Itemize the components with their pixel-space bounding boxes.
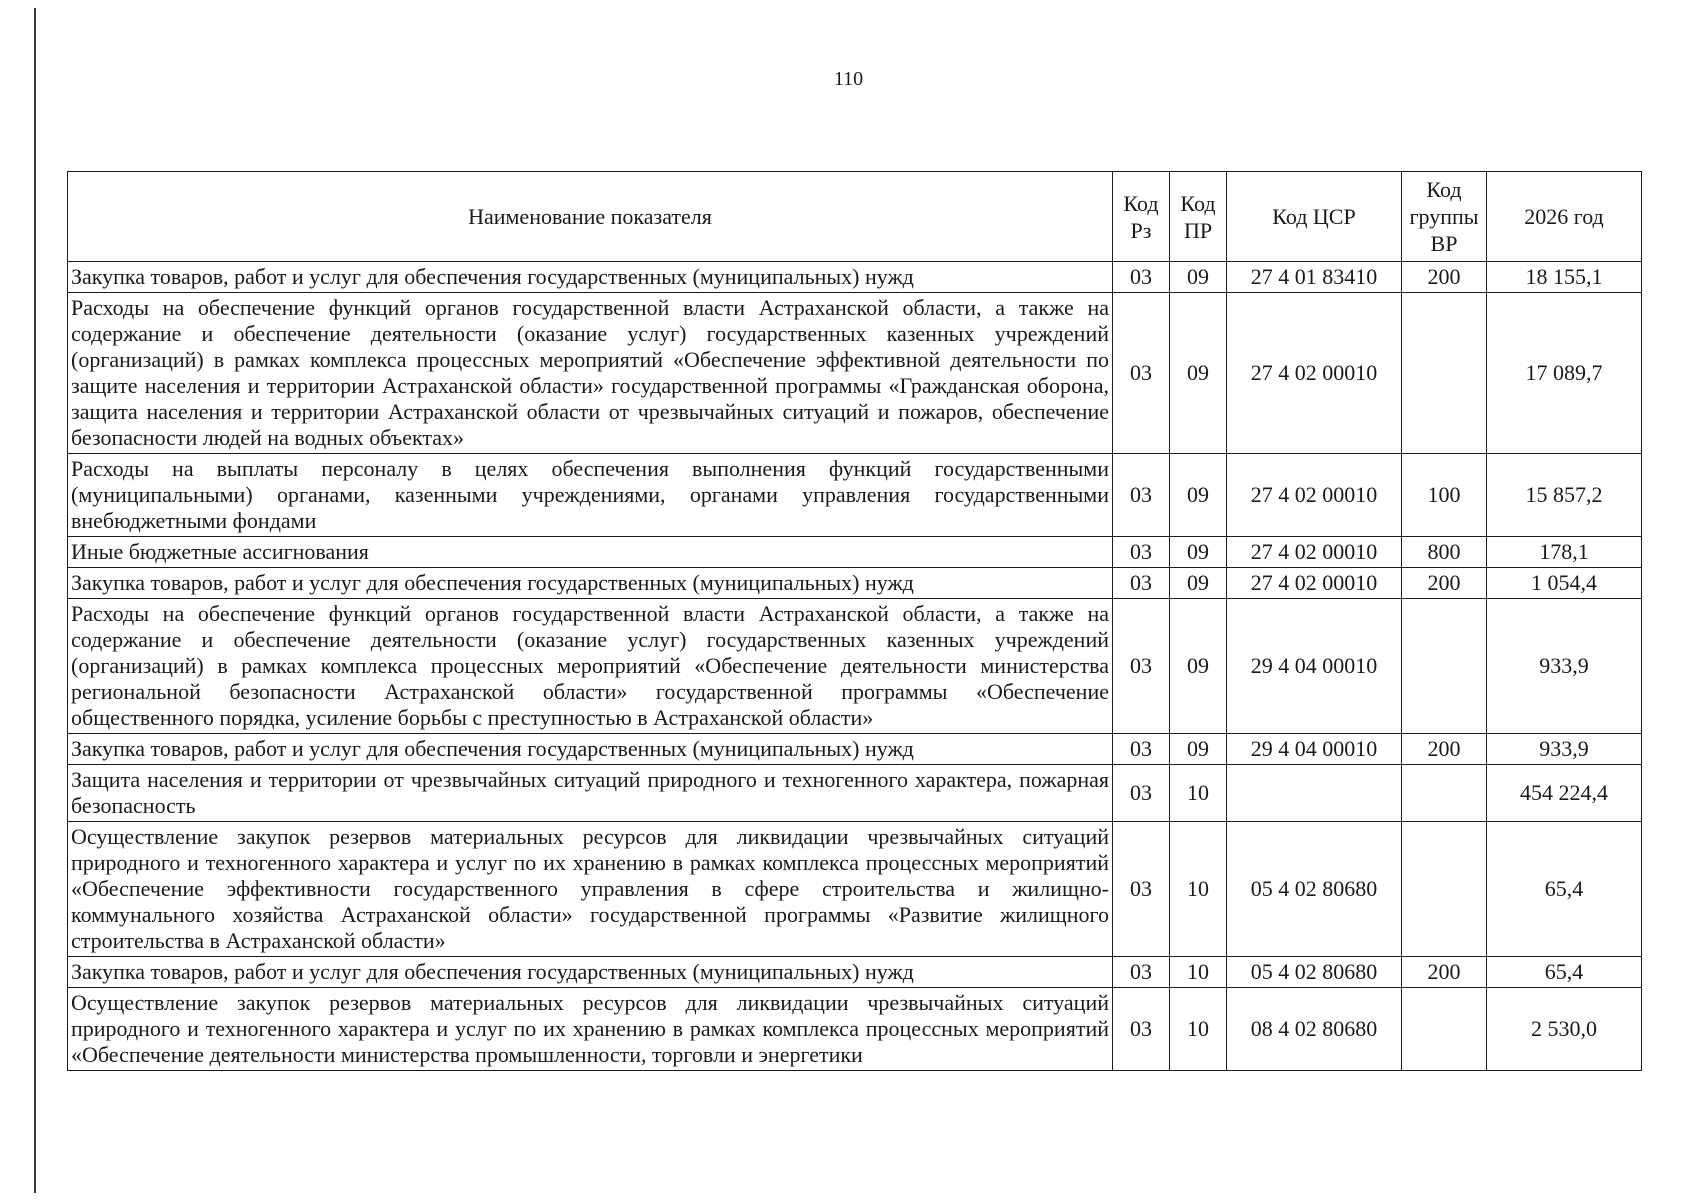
cell-name: Закупка товаров, работ и услуг для обеспечения государственных (муниципальных) нужд [68,734,1113,765]
cell-csr: 29 4 04 00010 [1227,734,1402,765]
cell-name: Закупка товаров, работ и услуг для обеспечения государственных (муниципальных) нужд [68,568,1113,599]
cell-vr [1402,822,1487,957]
table-row [68,599,1642,734]
cell-amount: 178,1 [1487,537,1642,568]
cell-vr: 100 [1402,454,1487,537]
cell-csr: 29 4 04 00010 [1227,599,1402,734]
cell-amount: 65,4 [1487,822,1642,957]
cell-pr: 10 [1170,765,1227,822]
cell-vr: 200 [1402,957,1487,988]
cell-amount: 18 155,1 [1487,262,1642,293]
table-row [68,262,1642,293]
cell-name: Осуществление закупок резервов материальных ресурсов для ликвидации чрезвычайных ситуаций природного и техногенного характера и услуг по их хранению в рамках комплекса процессных мероприятий «Обеспечение деятельности министерства промышленности, торговли и энергетики [68,988,1113,1071]
cell-name: Осуществление закупок резервов материальных ресурсов для ликвидации чрезвычайных ситуаций природного и техногенного характера и услуг по их хранению в рамках комплекса процессных мероприятий «Обеспечение эффективности государственного управления в сфере строительства и жилищно-коммунального хозяйства Астраханской области» государственной программы «Развитие жилищного строительства в Астраханской области» [68,822,1113,957]
table-row [68,454,1642,537]
cell-pr: 09 [1170,262,1227,293]
cell-vr: 200 [1402,262,1487,293]
cell-amount: 17 089,7 [1487,293,1642,454]
cell-amount: 65,4 [1487,957,1642,988]
cell-pr: 09 [1170,599,1227,734]
cell-name: Расходы на обеспечение функций органов государственной власти Астраханской области, а также на содержание и обеспечение деятельности (оказание услуг) государственных казенных учреждений (организаций) в рамках комплекса процессных мероприятий «Обеспечение эффективной деятельности по защите населения и территории Астраханской области» государственной программы «Гражданская оборона, защита населения и территории Астраханской области от чрезвычайных ситуаций и пожаров, обеспечение безопасности людей на водных объектах» [68,293,1113,454]
header-vr: Код группы ВР [1402,172,1487,262]
cell-csr: 27 4 02 00010 [1227,293,1402,454]
cell-amount: 2 530,0 [1487,988,1642,1071]
cell-rz: 03 [1113,765,1170,822]
cell-name: Расходы на обеспечение функций органов государственной власти Астраханской области, а также на содержание и обеспечение деятельности (оказание услуг) государственных казенных учреждений (организаций) в рамках комплекса процессных мероприятий «Обеспечение деятельности министерства региональной безопасности Астраханской области» государственной программы «Обеспечение общественного порядка, усиление борьбы с преступностью в Астраханской области» [68,599,1113,734]
cell-csr: 27 4 01 83410 [1227,262,1402,293]
cell-vr [1402,599,1487,734]
cell-rz: 03 [1113,293,1170,454]
table-row [68,537,1642,568]
header-rz: Код Рз [1113,172,1170,262]
cell-rz: 03 [1113,734,1170,765]
cell-vr [1402,293,1487,454]
header-pr: Код ПР [1170,172,1227,262]
cell-csr: 05 4 02 80680 [1227,957,1402,988]
cell-name: Закупка товаров, работ и услуг для обеспечения государственных (муниципальных) нужд [68,262,1113,293]
cell-csr: 27 4 02 00010 [1227,537,1402,568]
cell-csr [1227,765,1402,822]
cell-csr: 27 4 02 00010 [1227,568,1402,599]
cell-pr: 10 [1170,822,1227,957]
cell-amount: 1 054,4 [1487,568,1642,599]
table-row [68,734,1642,765]
table-header-row [68,172,1642,262]
cell-rz: 03 [1113,822,1170,957]
table-row [68,822,1642,957]
cell-rz: 03 [1113,454,1170,537]
cell-csr: 05 4 02 80680 [1227,822,1402,957]
cell-vr [1402,765,1487,822]
cell-vr: 200 [1402,568,1487,599]
cell-rz: 03 [1113,957,1170,988]
binding-edge-line [34,8,36,1193]
cell-amount: 933,9 [1487,734,1642,765]
cell-pr: 09 [1170,568,1227,599]
table-row [68,988,1642,1071]
cell-rz: 03 [1113,568,1170,599]
cell-rz: 03 [1113,262,1170,293]
cell-amount: 454 224,4 [1487,765,1642,822]
table-row [68,293,1642,454]
cell-name: Расходы на выплаты персоналу в целях обеспечения выполнения функций государственными (муниципальными) органами, казенными учреждениями, органами управления государственными внебюджетными фондами [68,454,1113,537]
cell-amount: 933,9 [1487,599,1642,734]
cell-vr: 200 [1402,734,1487,765]
cell-name: Закупка товаров, работ и услуг для обеспечения государственных (муниципальных) нужд [68,957,1113,988]
cell-amount: 15 857,2 [1487,454,1642,537]
cell-pr: 09 [1170,537,1227,568]
cell-pr: 09 [1170,454,1227,537]
cell-vr: 800 [1402,537,1487,568]
cell-name: Иные бюджетные ассигнования [68,537,1113,568]
cell-csr: 27 4 02 00010 [1227,454,1402,537]
header-year: 2026 год [1487,172,1642,262]
cell-name: Защита населения и территории от чрезвычайных ситуаций природного и техногенного характера, пожарная безопасность [68,765,1113,822]
table-row [68,765,1642,822]
cell-rz: 03 [1113,988,1170,1071]
cell-pr: 09 [1170,293,1227,454]
cell-rz: 03 [1113,537,1170,568]
cell-pr: 10 [1170,988,1227,1071]
page-number: 110 [833,68,864,90]
cell-pr: 10 [1170,957,1227,988]
header-name: Наименование показателя [68,172,1113,262]
table-row [68,957,1642,988]
cell-pr: 09 [1170,734,1227,765]
cell-rz: 03 [1113,599,1170,734]
cell-vr [1402,988,1487,1071]
budget-table [67,171,1642,1071]
table-row [68,568,1642,599]
header-csr: Код ЦСР [1227,172,1402,262]
cell-csr: 08 4 02 80680 [1227,988,1402,1071]
